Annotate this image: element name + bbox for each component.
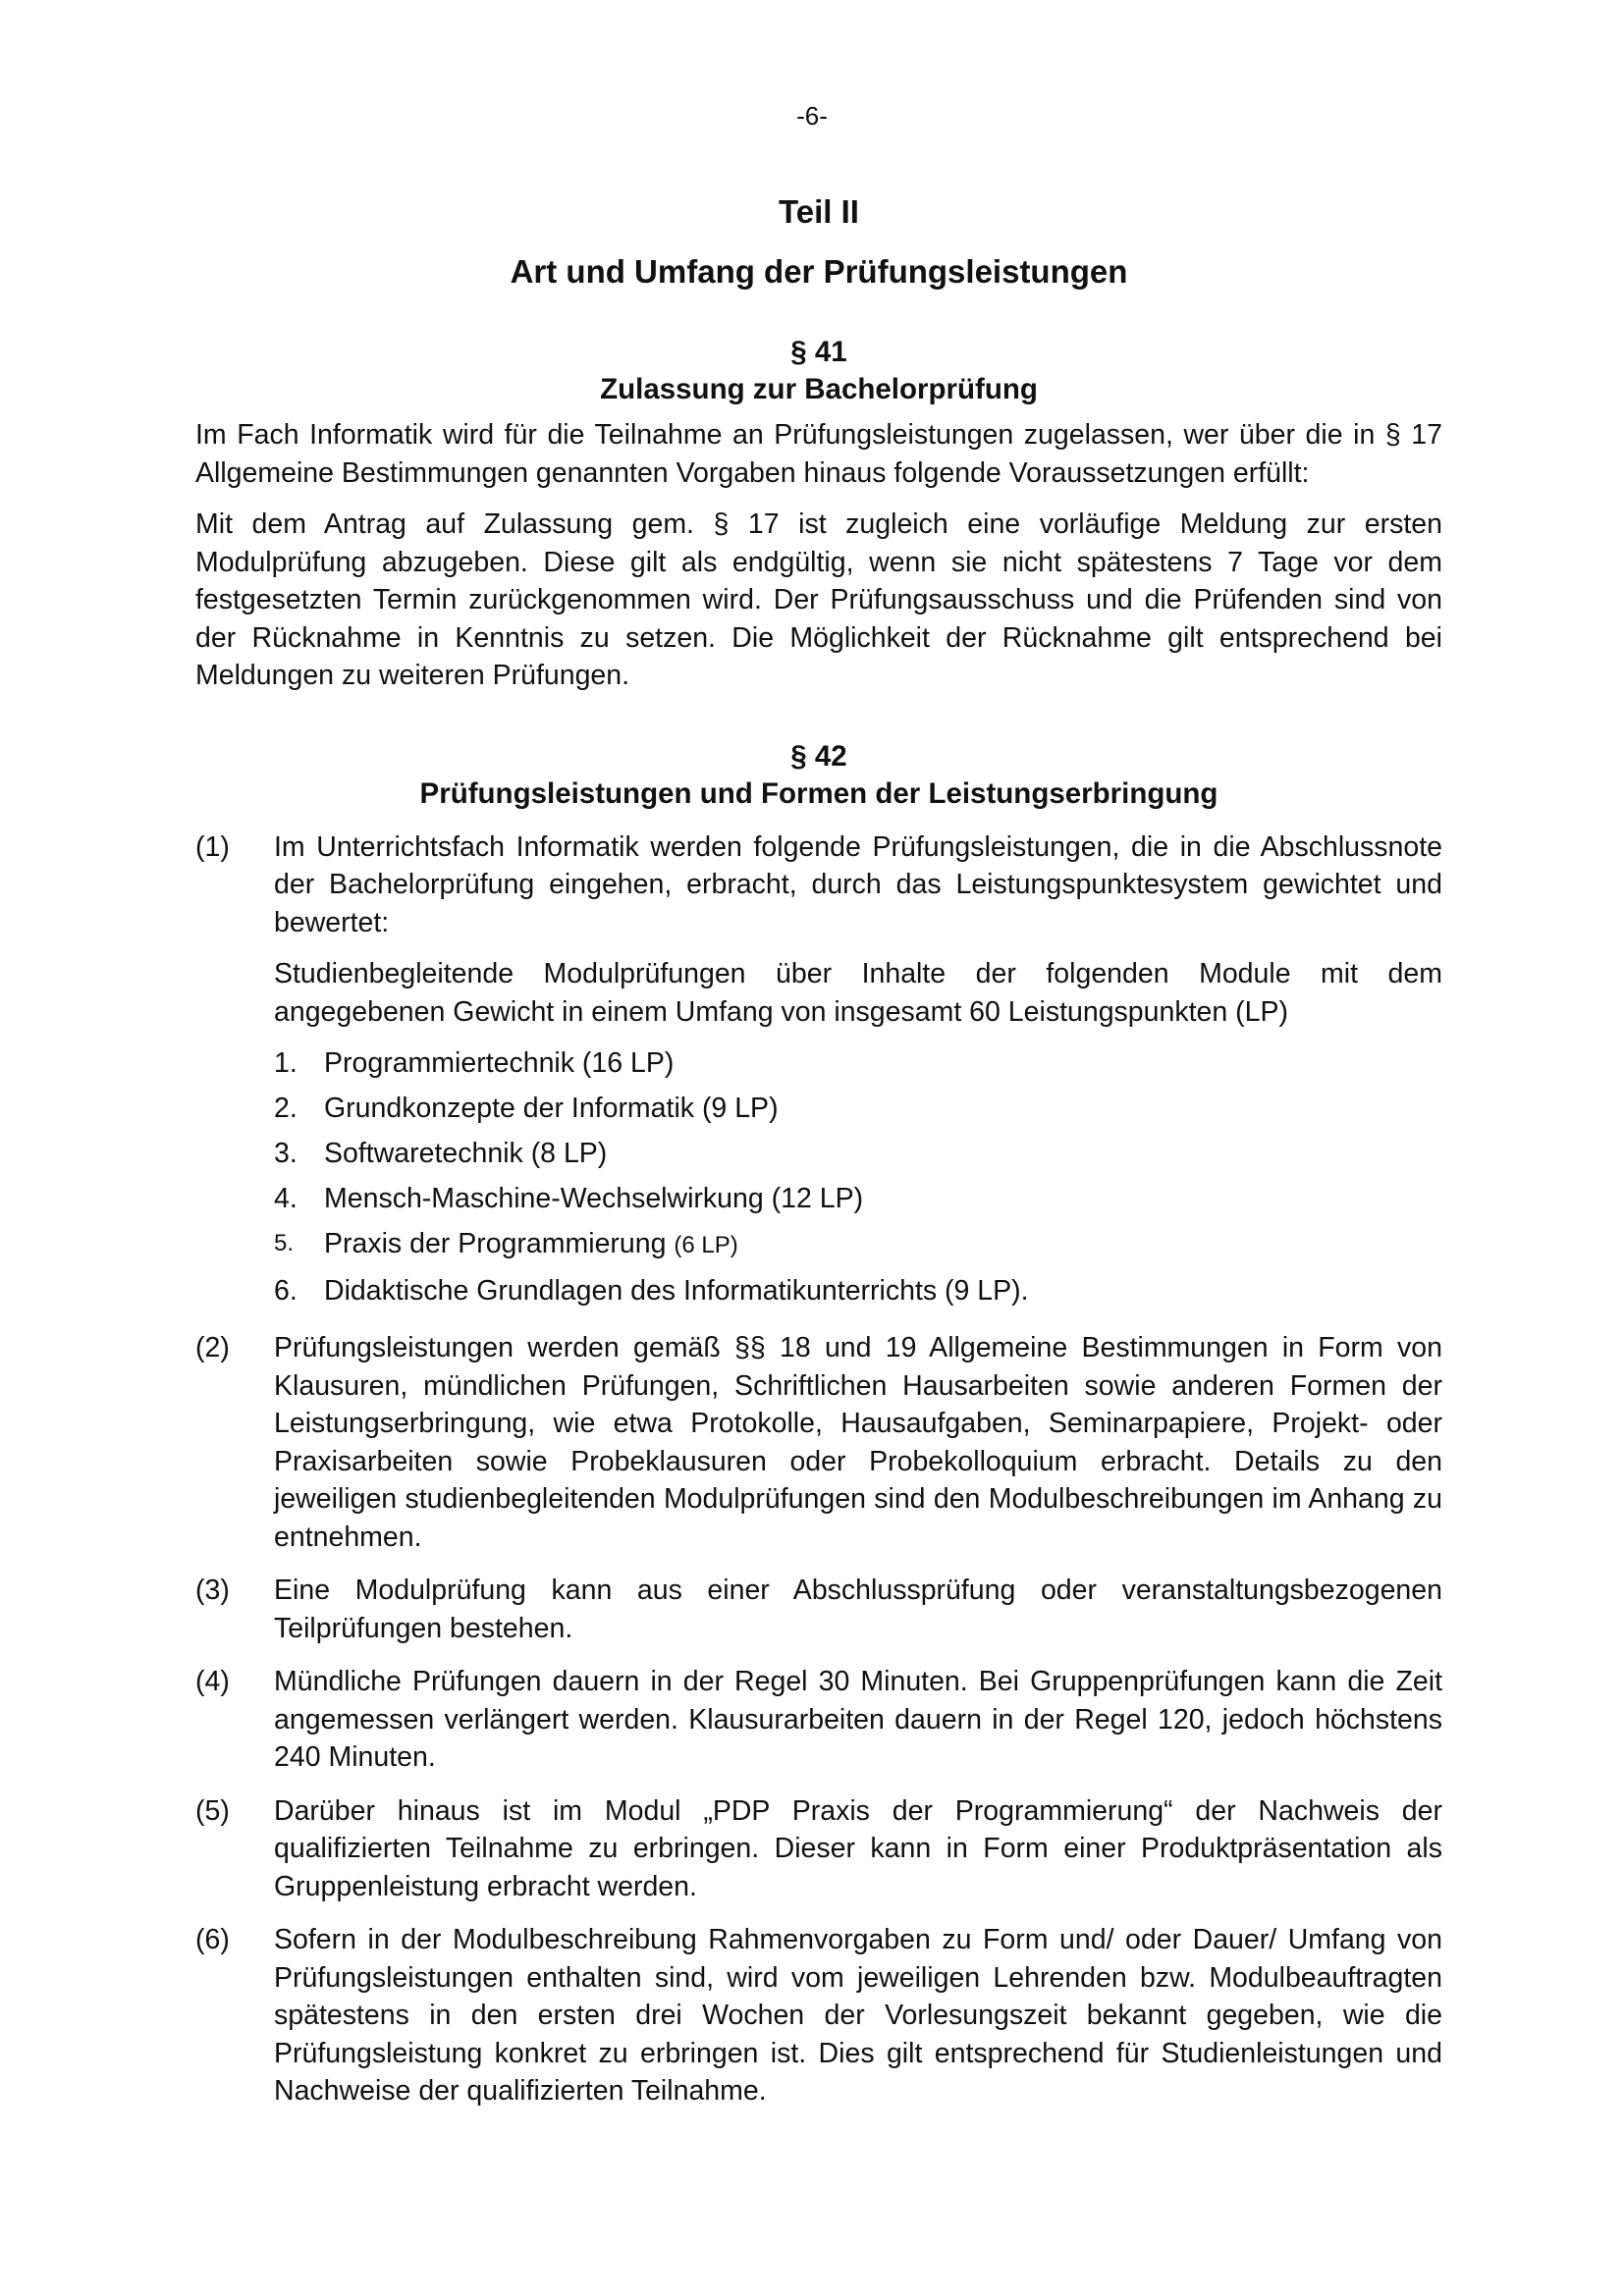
module-index: 4. — [274, 1183, 298, 1214]
module-name-wrap — [324, 1225, 738, 1265]
paragraph-number: (5) — [195, 1794, 230, 1827]
page-number: -6- — [796, 101, 828, 131]
section-title: Prüfungsleistungen und Formen der Leistungserbringung — [419, 776, 1218, 810]
section-42 — [195, 738, 1442, 2110]
numbered-paragraph-3 — [195, 1572, 1442, 1647]
paragraph-subtext: Studienbegleitende Modulprüfungen über Inhalte der folgenden Module mit dem angegebenen Gewicht in einem Umfang von insgesamt 60 Leistungspunkten (LP) — [274, 958, 1442, 1028]
module-index: 3. — [274, 1138, 298, 1169]
module-name: Softwaretechnik (8 LP) — [324, 1138, 608, 1169]
numbered-paragraph-5 — [195, 1792, 1442, 1906]
module-name: Grundkonzepte der Informatik (9 LP) — [324, 1093, 779, 1124]
module-item — [274, 1180, 1442, 1218]
paragraph: Im Fach Informatik wird für die Teilnahme an Prüfungsleistungen zugelassen, wer über die in § 17 Allgemeine Bestimmungen genannten Vorgaben hinaus folgende Voraussetzungen erfüllt: — [195, 419, 1442, 489]
module-list — [274, 1044, 1442, 1310]
paragraph-number: (2) — [195, 1332, 230, 1363]
paragraph-body: Prüfungsleistungen werden gemäß §§ 18 und 19 Allgemeine Bestimmungen in Form von Klausuren, mündlichen Prüfungen, Schriftlichen Hausarbeiten sowie anderen Formen der Leistungserbringung, wie etwa Protokolle, Hausaufgaben, Seminarpapiere, Projekt- oder Praxisarbeiten sowie Probeklausuren oder Probekolloquium erbracht. Details zu den jeweiligen studienbegleitenden Modulprüfungen sind den Modulbeschreibungen im Anhang zu entnehmen. — [274, 1332, 1442, 1553]
module-name: Praxis der Programmierung — [324, 1228, 667, 1259]
part-title: Teil II — [779, 193, 859, 230]
paragraph-body: Mündliche Prüfungen dauern in der Regel 30 Minuten. Bei Gruppenprüfungen kann die Zeit angemessen verlängert werden. Klausurarbeiten dauern in der Regel 120, jedoch höchstens 240 Minuten. — [274, 1666, 1442, 1773]
document-body — [195, 191, 1442, 2110]
paragraph-number: (3) — [195, 1575, 230, 1606]
module-item — [274, 1272, 1442, 1310]
module-index: 1. — [274, 1047, 298, 1079]
paragraph-text: Im Unterrichtsfach Informatik werden folgende Prüfungsleistungen, die in die Abschlussnote der Bachelorprüfung eingehen, erbracht, durch das Leistungspunktesystem gewichtet und bewertet: — [274, 830, 1442, 938]
module-name: Didaktische Grundlagen des Informatikunterrichts (9 LP). — [324, 1275, 1029, 1307]
module-item — [274, 1135, 1442, 1173]
paragraph-number: (1) — [195, 830, 230, 863]
module-item — [274, 1225, 1442, 1265]
numbered-paragraph-2 — [195, 1329, 1442, 1556]
paragraph-body — [274, 828, 1442, 1318]
paragraph-body: Darüber hinaus ist im Modul „PDP Praxis der Programmierung“ der Nachweis der qualifizierten Teilnahme zu erbringen. Dieser kann in Form einer Produktpräsentation als Gruppenleistung erbracht werden. — [274, 1794, 1442, 1902]
section-41 — [195, 334, 1442, 695]
section-title: Zulassung zur Bachelorprüfung — [600, 373, 1038, 405]
section-number: § 41 — [790, 336, 847, 368]
paragraph: Mit dem Antrag auf Zulassung gem. § 17 ist zugleich eine vorläufige Meldung zur ersten Modulprüfung abzugeben. Diese gilt als endgültig, wenn sie nicht spätestens 7 Tage vor dem festgesetzten Termin zurückgenommen wird. Der Prüfungsausschuss und die Prüfenden sind von der Rücknahme in Kenntnis zu setzen. Die Möglichkeit der Rücknahme gilt entsprechend bei Meldungen zu weiteren Prüfungen. — [195, 508, 1442, 691]
section-number: § 42 — [790, 739, 847, 773]
module-index: 5. — [274, 1230, 295, 1256]
paragraph-body: Eine Modulprüfung kann aus einer Abschlussprüfung oder veranstaltungsbezogenen Teilprüfungen bestehen. — [274, 1575, 1442, 1644]
module-name: Mensch-Maschine-Wechselwirkung (12 LP) — [324, 1183, 864, 1214]
numbered-paragraph-1 — [195, 828, 1442, 1318]
module-item — [274, 1044, 1442, 1083]
module-lp: (6 LP) — [674, 1232, 738, 1258]
paragraph-body: Sofern in der Modulbeschreibung Rahmenvorgaben zu Form und/ oder Dauer/ Umfang von Prüfungsleistungen enthalten sind, wird vom jeweiligen Lehrenden bzw. Modulbeauftragten spätestens in den ersten drei Wochen der Vorlesungszeit bekannt gegeben, wie die Prüfungsleistung konkret zu erbringen ist. Dies gilt entsprechend für Studienleistungen und Nachweise der qualifizierten Teilnahme. — [274, 1924, 1442, 2107]
module-index: 6. — [274, 1275, 298, 1307]
module-item — [274, 1090, 1442, 1128]
module-index: 2. — [274, 1093, 298, 1124]
numbered-paragraph-4 — [195, 1663, 1442, 1777]
paragraph-number: (4) — [195, 1666, 230, 1697]
module-name: Programmiertechnik (16 LP) — [324, 1047, 675, 1079]
part-subtitle: Art und Umfang der Prüfungsleistungen — [510, 253, 1128, 290]
numbered-paragraph-6 — [195, 1921, 1442, 2110]
paragraph-number: (6) — [195, 1924, 230, 1955]
